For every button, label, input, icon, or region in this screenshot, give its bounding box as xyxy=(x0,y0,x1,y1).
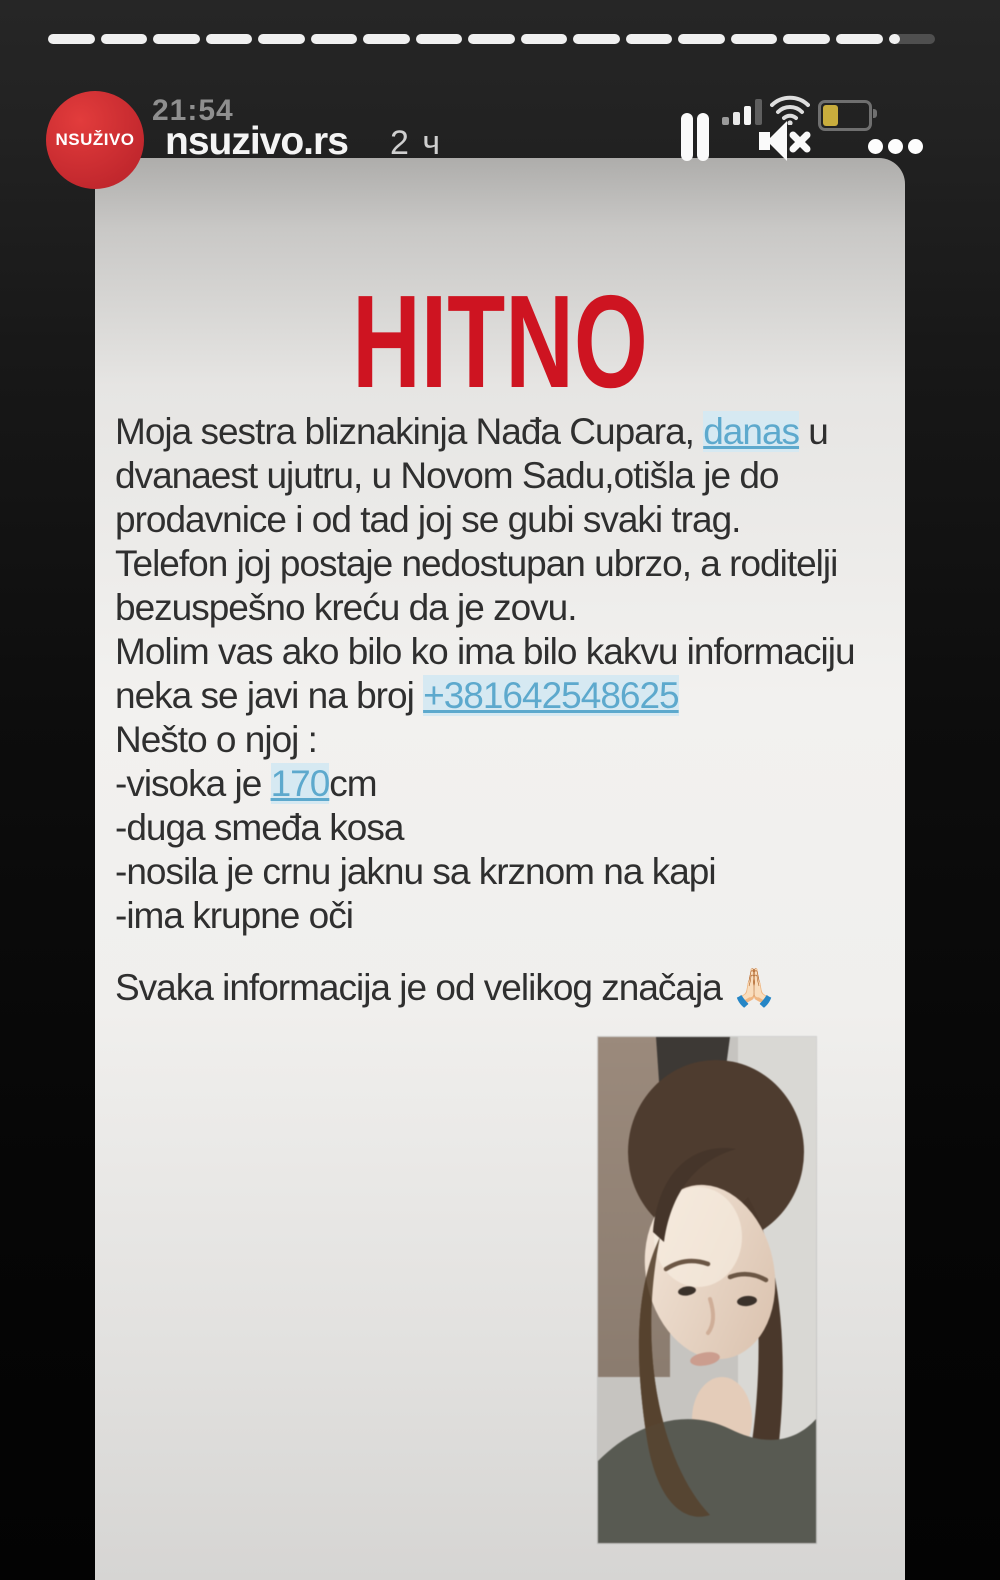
story-age: 2 ч xyxy=(390,124,443,162)
text-line xyxy=(115,718,895,762)
text-line xyxy=(115,542,895,586)
text-segment: -nosila je crnu jaknu sa krznom na kapi xyxy=(115,851,716,892)
text-line xyxy=(115,966,895,1010)
text-segment: cm xyxy=(329,763,377,804)
progress-segment xyxy=(206,34,253,44)
inline-link[interactable]: 170 xyxy=(270,763,330,804)
inline-link[interactable]: danas xyxy=(703,411,800,452)
blank-line xyxy=(115,938,895,966)
text-line xyxy=(115,762,895,806)
announcement-text xyxy=(115,410,895,1010)
announcement-title: HITNO xyxy=(352,268,648,415)
text-segment: dvanaest ujutru, u Novom Sadu,otišla je do xyxy=(115,455,779,496)
story-progress-bar xyxy=(48,34,935,44)
pause-bar xyxy=(697,113,709,161)
progress-segment xyxy=(416,34,463,44)
text-segment: Nešto o njoj : xyxy=(115,719,317,760)
text-line xyxy=(115,410,895,454)
progress-segment xyxy=(153,34,200,44)
text-segment: prodavnice i od tad joj se gubi svaki trag. xyxy=(115,499,741,540)
text-segment: -ima krupne oči xyxy=(115,895,353,936)
progress-segment xyxy=(48,34,95,44)
text-segment: bezuspešno kreću da je zovu. xyxy=(115,587,577,628)
clock-text: 21:54 xyxy=(152,94,234,127)
text-line xyxy=(115,806,895,850)
text-line xyxy=(115,894,895,938)
progress-segment xyxy=(363,34,410,44)
text-segment: Molim vas ako bilo ko ima bilo kakvu informaciju xyxy=(115,631,855,672)
progress-segment xyxy=(836,34,883,44)
inline-link[interactable]: +381642548625 xyxy=(423,675,679,716)
battery-nub xyxy=(873,109,877,118)
progress-segment xyxy=(678,34,725,44)
avatar[interactable] xyxy=(46,91,144,189)
text-line xyxy=(115,674,895,718)
pause-icon[interactable] xyxy=(681,113,721,161)
story-username[interactable]: nsuzivo.rs xyxy=(165,120,348,163)
battery-icon xyxy=(818,100,872,131)
battery-charge-level xyxy=(823,105,838,126)
text-segment: Moja sestra bliznakinja Nađa Cupara, xyxy=(115,411,704,452)
progress-segment xyxy=(731,34,778,44)
progress-segment xyxy=(889,34,936,44)
text-line xyxy=(115,850,895,894)
progress-segment xyxy=(258,34,305,44)
text-line xyxy=(115,454,895,498)
progress-segment xyxy=(311,34,358,44)
text-segment: neka se javi na broj xyxy=(115,675,424,716)
progress-segment xyxy=(521,34,568,44)
text-line xyxy=(115,630,895,674)
text-segment: -duga smeđa kosa xyxy=(115,807,404,848)
praying-hands-emoji: 🙏🏻 xyxy=(731,967,778,1008)
progress-segment xyxy=(101,34,148,44)
pause-bar xyxy=(681,113,693,161)
progress-segment xyxy=(626,34,673,44)
missing-person-photo xyxy=(598,1037,816,1543)
more-options-icon[interactable] xyxy=(868,139,923,154)
progress-segment xyxy=(783,34,830,44)
text-line xyxy=(115,498,895,542)
progress-segment xyxy=(468,34,515,44)
text-segment: u xyxy=(799,411,828,452)
progress-segment xyxy=(573,34,620,44)
text-segment: -visoka je xyxy=(115,763,271,804)
text-segment: Svaka informacija je od velikog značaja xyxy=(115,967,732,1008)
muted-speaker-icon[interactable] xyxy=(757,117,815,165)
avatar-logo-text: NSUŽIVO xyxy=(55,130,135,149)
text-line xyxy=(115,586,895,630)
text-segment: Telefon joj postaje nedostupan ubrzo, a roditelji xyxy=(115,543,838,584)
announcement-card xyxy=(95,158,905,1580)
